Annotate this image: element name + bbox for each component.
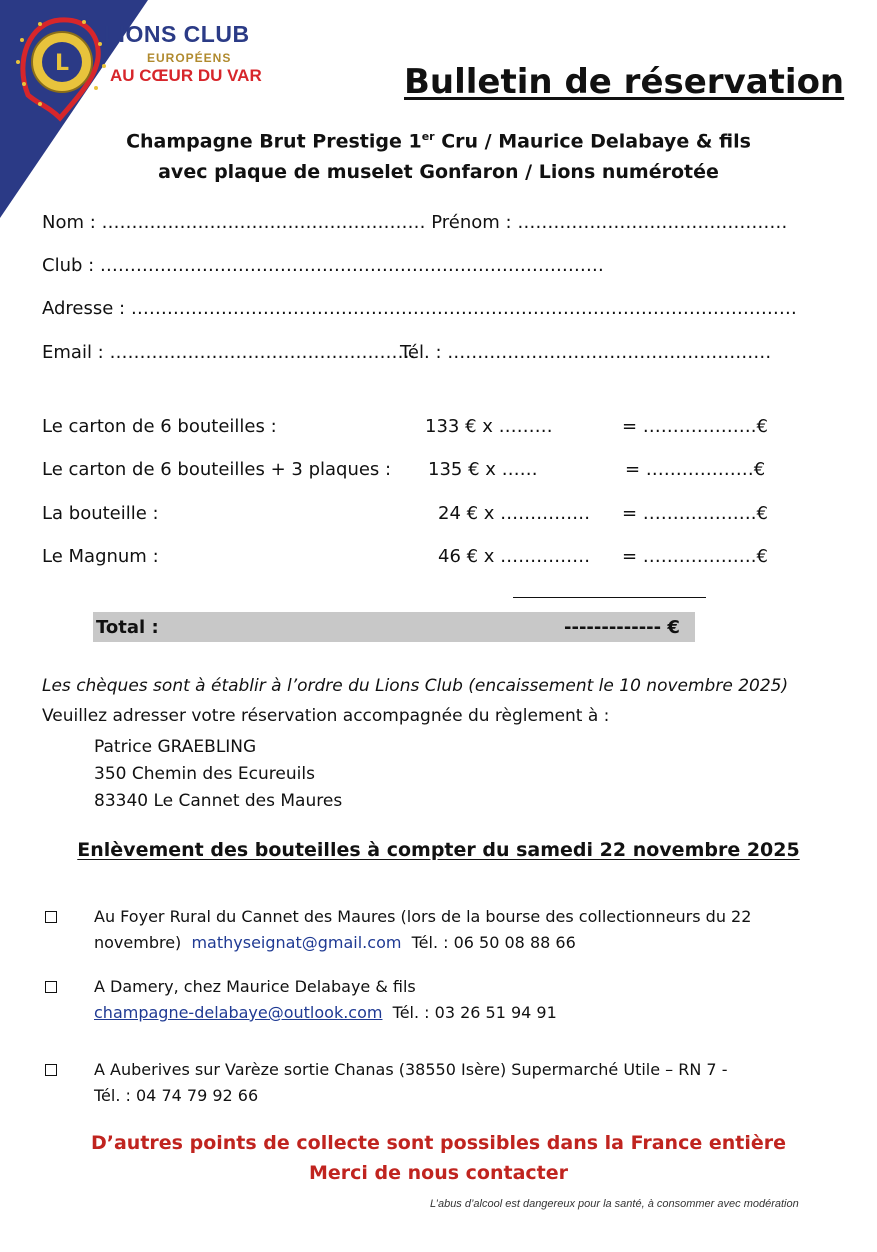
recipient-city: 83340 Le Cannet des Maures (94, 791, 343, 811)
svg-text:L: L (54, 51, 70, 76)
club-field[interactable]: Club : ………………………………………………………………………… (42, 255, 604, 276)
price-label: Le carton de 6 bouteilles + 3 plaques : (42, 459, 392, 480)
total-value[interactable]: ------------- € (564, 617, 680, 638)
contact-note: Merci de nous contacter (308, 1162, 569, 1184)
price-quantity[interactable]: 135 € x …… (428, 459, 538, 480)
option-damery-contact: champagne-delabaye@outlook.com Tél. : 03 26 51 94 91 (94, 1003, 557, 1022)
send-instruction: Veuillez adresser votre réservation accompagnée du règlement à : (42, 706, 610, 726)
price-label: La bouteille : (42, 503, 159, 524)
recipient-name: Patrice GRAEBLING (94, 737, 257, 757)
checkbox-auberives[interactable] (45, 1064, 57, 1076)
email-link[interactable]: champagne-delabaye@outlook.com (94, 1003, 383, 1022)
price-result[interactable]: = ………………€ (625, 459, 766, 480)
logo-tagline: AU CŒUR DU VAR (110, 66, 262, 85)
alcohol-disclaimer: L’abus d’alcool est dangereux pour la santé, à consommer avec modération (430, 1198, 799, 1210)
pickup-title: Enlèvement des bouteilles à compter du samedi 22 novembre 2025 (77, 839, 800, 861)
checkbox-damery[interactable] (45, 981, 57, 993)
page-title: Bulletin de réservation (404, 62, 845, 102)
email-field[interactable]: Email : …………………………………………… (42, 342, 416, 363)
logo-subtitle: EUROPÉENS (147, 51, 232, 65)
cheques-note: Les chèques sont à établir à l’ordre du Lions Club (encaissement le 10 novembre 2025) (42, 676, 789, 696)
other-points-note: D’autres points de collecte sont possibles dans la France entière (91, 1132, 786, 1154)
option-auberives-tel: Tél. : 04 74 79 92 66 (94, 1086, 259, 1105)
price-quantity[interactable]: 133 € x ……… (425, 416, 553, 437)
option-auberives: A Auberives sur Varèze sortie Chanas (38550 Isère) Supermarché Utile – RN 7 - (94, 1060, 728, 1079)
recipient-street: 350 Chemin des Ecureuils (94, 764, 315, 784)
price-result[interactable]: = ……………….€ (622, 503, 768, 524)
checkbox-foyer-rural[interactable] (45, 911, 57, 923)
price-quantity[interactable]: 24 € x …………… (438, 503, 591, 524)
product-line-2: avec plaque de muselet Gonfaron / Lions numérotée (158, 161, 719, 183)
price-label: Le carton de 6 bouteilles : (42, 416, 277, 437)
nom-prenom-field[interactable]: Nom : ……………………………………………… Prénom : ……………………………………… (42, 212, 788, 233)
price-label: Le Magnum : (42, 546, 159, 567)
product-line-1: Champagne Brut Prestige 1er Cru / Maurice Delabaye & fils (126, 130, 751, 153)
adresse-field[interactable]: Adresse : ………………………………………………………………………………………………… (42, 298, 797, 319)
tel-field[interactable]: Tél. : ……………………………………………… (400, 342, 772, 363)
total-label: Total : (96, 617, 159, 638)
price-result[interactable]: = ……………….€ (622, 416, 768, 437)
price-result[interactable]: = ……………….€ (622, 546, 768, 567)
sum-divider (513, 597, 706, 598)
logo-title: LIONS CLUB (104, 21, 250, 47)
option-foyer-rural-contact: novembre) mathyseignat@gmail.com Tél. : 06 50 08 88 66 (94, 933, 576, 952)
price-quantity[interactable]: 46 € x …………… (438, 546, 591, 567)
email-link[interactable]: mathyseignat@gmail.com (191, 933, 402, 952)
option-damery: A Damery, chez Maurice Delabaye & fils (94, 977, 416, 996)
option-foyer-rural: Au Foyer Rural du Cannet des Maures (lors de la bourse des collectionneurs du 22 (94, 907, 752, 926)
